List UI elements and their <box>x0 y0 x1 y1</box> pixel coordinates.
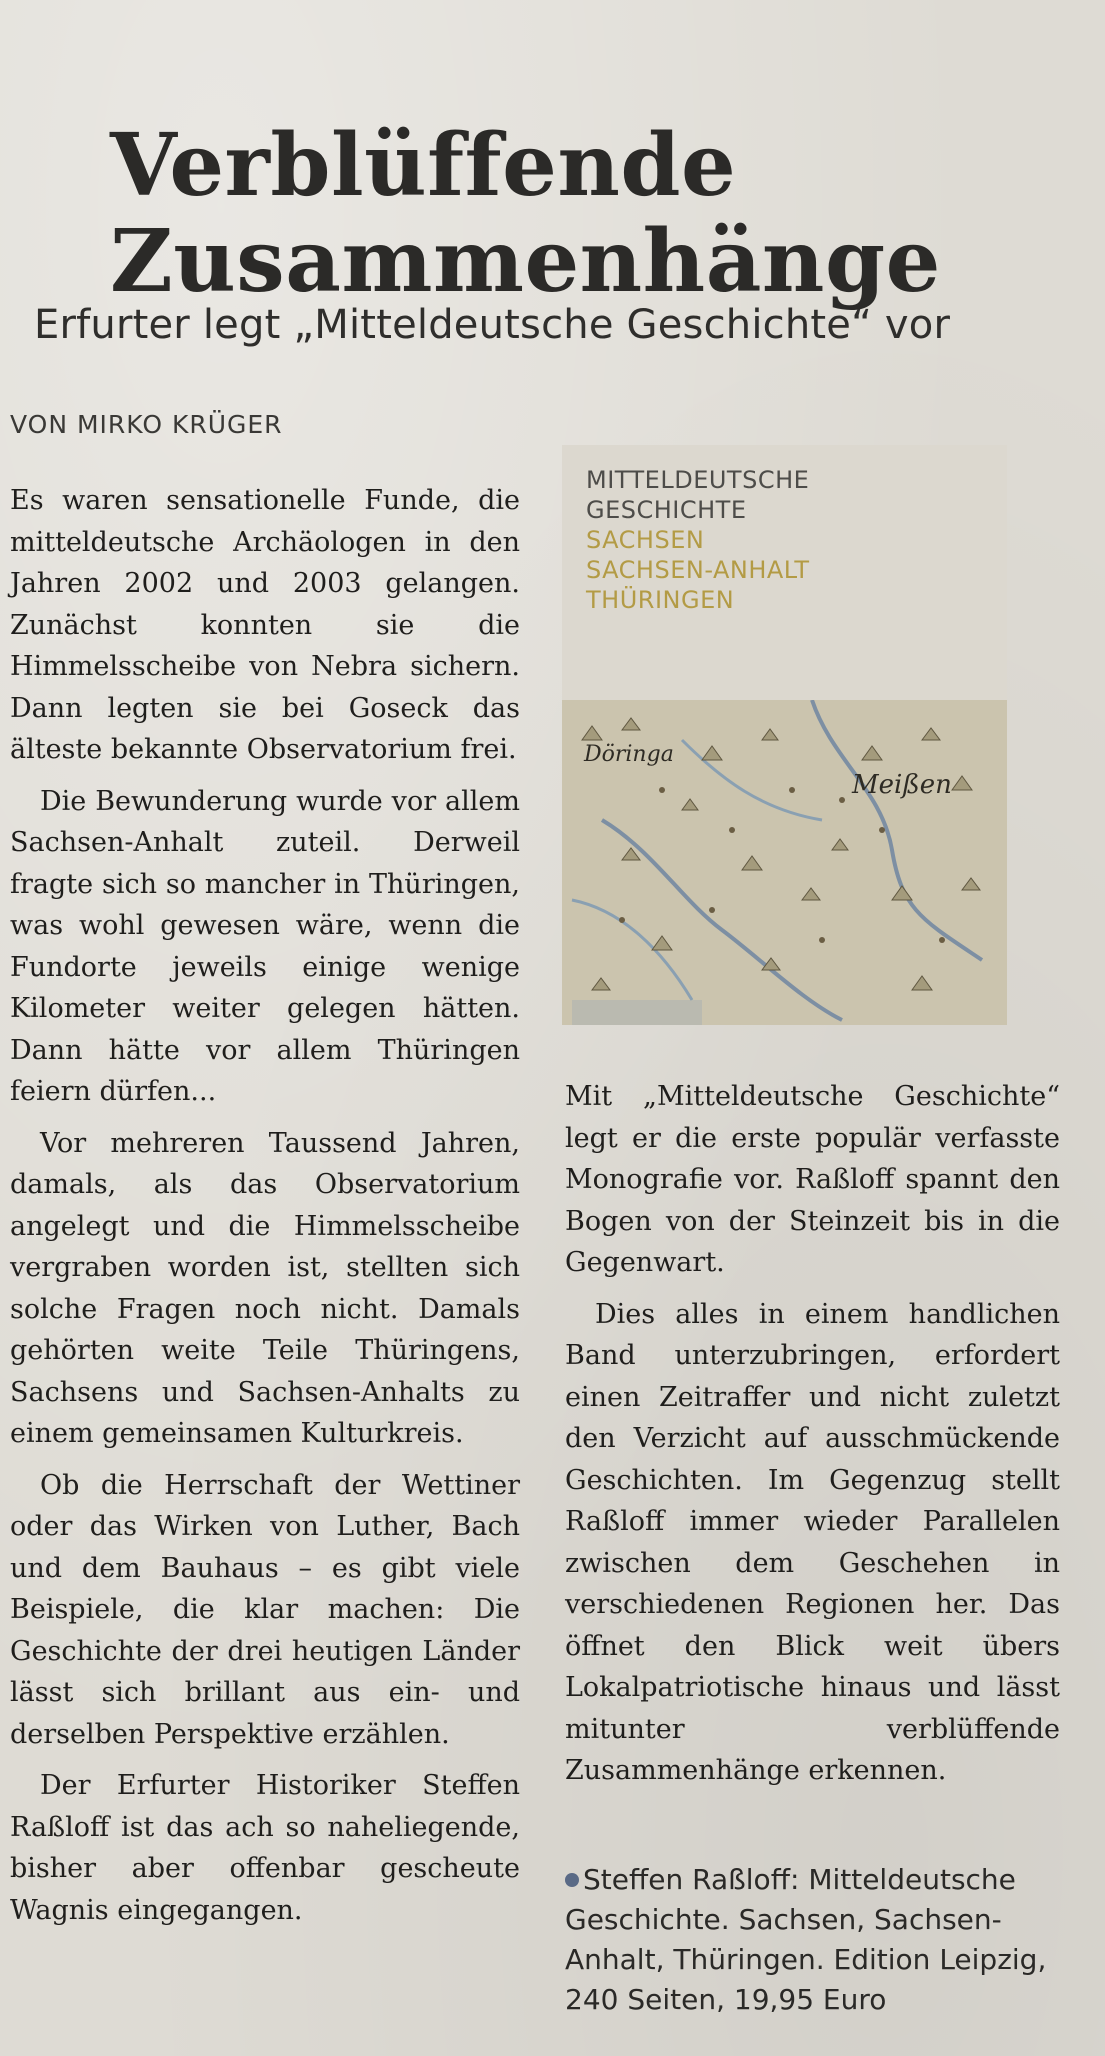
cover-region-sachsen-anhalt: SACHSEN-ANHALT <box>586 556 810 584</box>
book-info <box>565 1860 1085 2020</box>
article-column-right <box>565 1076 1060 1802</box>
paragraph: Mit „Mitteldeutsche Geschichte“ legt er die erste populär verfasste Monografie vor. Raßloff spannt den Bogen von der Steinzeit bis in die Gegenwart. <box>565 1081 1060 1278</box>
book-info-text: Steffen Raßloff: Mitteldeutsche Geschichte. Sachsen, Sachsen-Anhalt, Thüringen. Edition Leipzig, 240 Seiten, 19,95 Euro <box>565 1863 1047 2016</box>
map-label-doeringa: Döringa <box>584 742 674 767</box>
paragraph: Es waren sensationelle Funde, die mitteldeutsche Archäologen in den Jahren 2002 und 2003 gelangen. Zunächst konnten sie die Himmelsscheibe von Nebra sichern. Dann legten sie bei Goseck das älteste bekannte Observatorium frei. <box>10 485 520 765</box>
cover-region-thueringen: THÜRINGEN <box>586 586 735 614</box>
byline: VON MIRKO KRÜGER <box>10 410 283 439</box>
book-cover-image <box>562 445 1007 1025</box>
cover-title-line-2: GESCHICHTE <box>586 496 747 524</box>
paragraph: Vor mehreren Taussend Jahren, damals, als das Observatorium angelegt und die Himmelsscheibe vergraben worden ist, stellten sich solche Fragen noch nicht. Damals gehörten weite Teile Thüringens, Sachsens und Sachsen-Anhalts zu einem gemeinsamen Kulturkreis. <box>10 1127 520 1449</box>
paragraph: Die Bewunderung wurde vor allem Sachsen-Anhalt zuteil. Derweil fragte sich so mancher in Thüringen, was wohl gewesen wäre, wenn die Fundorte jeweils einige wenige Kilometer weiter gelegen hätten. Dann hätte vor allem Thüringen feiern dürfen... <box>10 785 520 1107</box>
paragraph: Dies alles in einem handlichen Band unterzubringen, erfordert einen Zeitraffer und nicht zuletzt den Verzicht auf ausschmückende Geschichten. Im Gegenzug stellt Raßloff immer wieder Parallelen zwischen dem Geschehen in verschiedenen Regionen her. Das öffnet den Blick weit übers Lokalpatriotische hinaus und lässt mitunter verblüffende Zusammenhänge erkennen. <box>565 1298 1060 1786</box>
cover-titles <box>586 465 810 615</box>
cover-title-line-1: MITTELDEUTSCHE <box>586 466 810 494</box>
paragraph: Der Erfurter Historiker Steffen Raßloff ist das ach so naheliegende, bisher aber offenbar gescheute Wagnis eingegangen. <box>10 1770 520 1926</box>
paragraph: Ob die Herrschaft der Wettiner oder das Wirken von Luther, Bach und dem Bauhaus – es gibt viele Beispiele, die klar machen: Die Geschichte der drei heutigen Länder lässt sich brillant aus ein- und derselben Perspektive erzählen. <box>10 1469 520 1750</box>
cover-region-sachsen: SACHSEN <box>586 526 705 554</box>
map-label-meissen: Meißen <box>852 770 952 800</box>
historic-map-illustration <box>562 700 1007 1025</box>
headline-line-2: Zusammenhänge <box>110 210 941 312</box>
bullet-icon <box>565 1873 579 1887</box>
subheadline: Erfurter legt „Mitteldeutsche Geschichte“ vor <box>34 302 951 348</box>
article-column-left <box>10 480 520 1941</box>
headline <box>110 114 1010 312</box>
headline-line-1: Verblüffende <box>110 114 737 216</box>
